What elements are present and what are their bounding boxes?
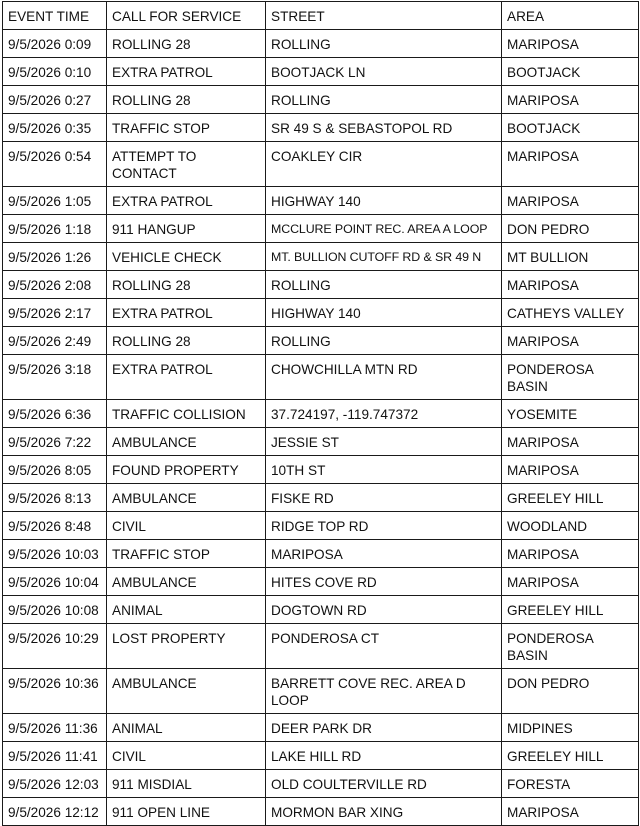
column-header-street: STREET [266, 2, 502, 30]
street-cell: MARIPOSA [266, 540, 502, 568]
street-cell: COAKLEY CIR [266, 142, 502, 187]
event-time-cell: 9/5/2026 12:03 [3, 770, 107, 798]
area-cell: CATHEYS VALLEY [502, 299, 639, 327]
area-cell: MARIPOSA [502, 142, 639, 187]
street-cell: MCCLURE POINT REC. AREA A LOOP [266, 215, 502, 243]
table-row [3, 669, 639, 714]
area-cell: MARIPOSA [502, 540, 639, 568]
table-body [3, 30, 639, 826]
event-time-cell: 9/5/2026 1:05 [3, 187, 107, 215]
column-header-call-for-service: CALL FOR SERVICE [107, 2, 266, 30]
area-cell: MIDPINES [502, 714, 639, 742]
area-cell: BOOTJACK [502, 114, 639, 142]
street-cell: MT. BULLION CUTOFF RD & SR 49 N [266, 243, 502, 271]
event-time-cell: 9/5/2026 8:05 [3, 456, 107, 484]
table-row [3, 215, 639, 243]
table-row [3, 456, 639, 484]
call-for-service-cell: AMBULANCE [107, 669, 266, 714]
call-for-service-cell: AMBULANCE [107, 568, 266, 596]
event-time-cell: 9/5/2026 0:54 [3, 142, 107, 187]
street-cell: HITES COVE RD [266, 568, 502, 596]
table-row [3, 428, 639, 456]
street-cell: DEER PARK DR [266, 714, 502, 742]
call-for-service-cell: EXTRA PATROL [107, 58, 266, 86]
street-cell: HIGHWAY 140 [266, 187, 502, 215]
event-time-cell: 9/5/2026 2:49 [3, 327, 107, 355]
area-cell: MARIPOSA [502, 568, 639, 596]
street-cell: JESSIE ST [266, 428, 502, 456]
header-row [3, 2, 639, 30]
event-time-cell: 9/5/2026 11:41 [3, 742, 107, 770]
event-time-cell: 9/5/2026 10:36 [3, 669, 107, 714]
call-for-service-cell: 911 MISDIAL [107, 770, 266, 798]
event-time-cell: 9/5/2026 1:18 [3, 215, 107, 243]
street-cell: OLD COULTERVILLE RD [266, 770, 502, 798]
area-cell: BOOTJACK [502, 58, 639, 86]
street-cell: BOOTJACK LN [266, 58, 502, 86]
call-for-service-cell: TRAFFIC STOP [107, 114, 266, 142]
call-for-service-cell: EXTRA PATROL [107, 355, 266, 400]
event-time-cell: 9/5/2026 0:35 [3, 114, 107, 142]
street-cell: LAKE HILL RD [266, 742, 502, 770]
call-for-service-cell: CIVIL [107, 512, 266, 540]
table-row [3, 798, 639, 826]
event-time-cell: 9/5/2026 0:10 [3, 58, 107, 86]
area-cell: GREELEY HILL [502, 484, 639, 512]
event-time-cell: 9/5/2026 2:08 [3, 271, 107, 299]
table-row [3, 271, 639, 299]
call-for-service-cell: ROLLING 28 [107, 30, 266, 58]
event-time-cell: 9/5/2026 1:26 [3, 243, 107, 271]
event-time-cell: 9/5/2026 10:03 [3, 540, 107, 568]
call-log-table [2, 1, 639, 826]
area-cell: FORESTA [502, 770, 639, 798]
table-row [3, 742, 639, 770]
street-cell: PONDEROSA CT [266, 624, 502, 669]
call-for-service-cell: ROLLING 28 [107, 86, 266, 114]
area-cell: MT BULLION [502, 243, 639, 271]
table-row [3, 30, 639, 58]
table-row [3, 142, 639, 187]
street-cell: ROLLING [266, 271, 502, 299]
call-for-service-cell: 911 OPEN LINE [107, 798, 266, 826]
area-cell: YOSEMITE [502, 400, 639, 428]
call-for-service-cell: ANIMAL [107, 714, 266, 742]
area-cell: GREELEY HILL [502, 742, 639, 770]
table-row [3, 327, 639, 355]
event-time-cell: 9/5/2026 0:09 [3, 30, 107, 58]
table-row [3, 512, 639, 540]
area-cell: MARIPOSA [502, 86, 639, 114]
call-for-service-cell: ATTEMPT TO CONTACT [107, 142, 266, 187]
event-time-cell: 9/5/2026 10:04 [3, 568, 107, 596]
table-row [3, 400, 639, 428]
street-cell: FISKE RD [266, 484, 502, 512]
table-row [3, 484, 639, 512]
street-cell: HIGHWAY 140 [266, 299, 502, 327]
call-for-service-cell: EXTRA PATROL [107, 187, 266, 215]
call-for-service-cell: TRAFFIC COLLISION [107, 400, 266, 428]
street-cell: DOGTOWN RD [266, 596, 502, 624]
area-cell: MARIPOSA [502, 456, 639, 484]
table-row [3, 187, 639, 215]
street-cell: RIDGE TOP RD [266, 512, 502, 540]
call-for-service-cell: CIVIL [107, 742, 266, 770]
event-time-cell: 9/5/2026 10:08 [3, 596, 107, 624]
call-for-service-cell: ROLLING 28 [107, 271, 266, 299]
call-for-service-cell: TRAFFIC STOP [107, 540, 266, 568]
area-cell: MARIPOSA [502, 271, 639, 299]
area-cell: MARIPOSA [502, 30, 639, 58]
area-cell: DON PEDRO [502, 669, 639, 714]
column-header-area: AREA [502, 2, 639, 30]
area-cell: GREELEY HILL [502, 596, 639, 624]
call-for-service-cell: 911 HANGUP [107, 215, 266, 243]
table-row [3, 596, 639, 624]
table-row [3, 114, 639, 142]
call-for-service-cell: ROLLING 28 [107, 327, 266, 355]
area-cell: MARIPOSA [502, 187, 639, 215]
area-cell: PONDEROSA BASIN [502, 624, 639, 669]
call-for-service-cell: LOST PROPERTY [107, 624, 266, 669]
table-row [3, 243, 639, 271]
event-time-cell: 9/5/2026 2:17 [3, 299, 107, 327]
table-row [3, 540, 639, 568]
area-cell: MARIPOSA [502, 798, 639, 826]
table-row [3, 770, 639, 798]
event-time-cell: 9/5/2026 7:22 [3, 428, 107, 456]
event-time-cell: 9/5/2026 3:18 [3, 355, 107, 400]
street-cell: ROLLING [266, 327, 502, 355]
area-cell: WOODLAND [502, 512, 639, 540]
call-for-service-cell: FOUND PROPERTY [107, 456, 266, 484]
area-cell: MARIPOSA [502, 327, 639, 355]
event-time-cell: 9/5/2026 8:13 [3, 484, 107, 512]
call-for-service-cell: ANIMAL [107, 596, 266, 624]
street-cell: MORMON BAR XING [266, 798, 502, 826]
event-time-cell: 9/5/2026 10:29 [3, 624, 107, 669]
column-header-event-time: EVENT TIME [3, 2, 107, 30]
call-for-service-cell: EXTRA PATROL [107, 299, 266, 327]
street-cell: SR 49 S & SEBASTOPOL RD [266, 114, 502, 142]
event-time-cell: 9/5/2026 0:27 [3, 86, 107, 114]
area-cell: PONDEROSA BASIN [502, 355, 639, 400]
event-time-cell: 9/5/2026 11:36 [3, 714, 107, 742]
table-row [3, 355, 639, 400]
table-row [3, 299, 639, 327]
call-for-service-cell: AMBULANCE [107, 428, 266, 456]
call-for-service-cell: VEHICLE CHECK [107, 243, 266, 271]
street-cell: ROLLING [266, 86, 502, 114]
street-cell: ROLLING [266, 30, 502, 58]
event-time-cell: 9/5/2026 12:12 [3, 798, 107, 826]
area-cell: MARIPOSA [502, 428, 639, 456]
table-row [3, 624, 639, 669]
street-cell: 37.724197, -119.747372 [266, 400, 502, 428]
street-cell: 10TH ST [266, 456, 502, 484]
table-row [3, 568, 639, 596]
area-cell: DON PEDRO [502, 215, 639, 243]
table-row [3, 58, 639, 86]
table-row [3, 86, 639, 114]
call-for-service-cell: AMBULANCE [107, 484, 266, 512]
table-row [3, 714, 639, 742]
event-time-cell: 9/5/2026 6:36 [3, 400, 107, 428]
event-time-cell: 9/5/2026 8:48 [3, 512, 107, 540]
street-cell: CHOWCHILLA MTN RD [266, 355, 502, 400]
street-cell: BARRETT COVE REC. AREA D LOOP [266, 669, 502, 714]
